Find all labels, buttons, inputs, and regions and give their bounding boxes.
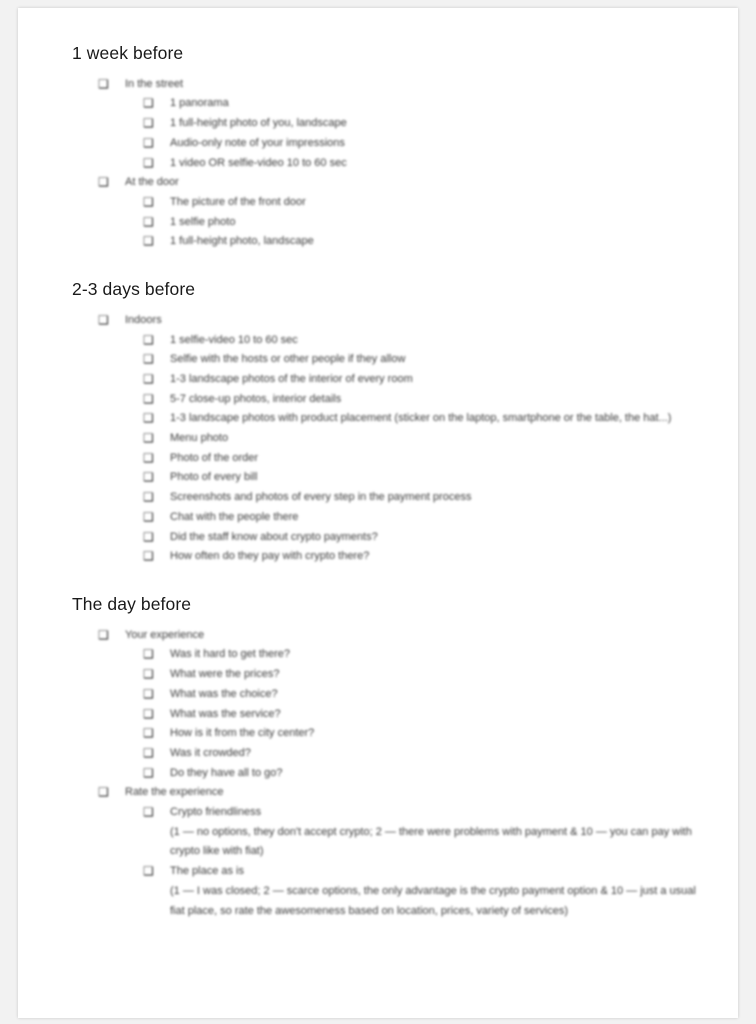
checklist-item-label: Menu photo	[170, 432, 229, 445]
checklist-item[interactable]	[143, 685, 696, 705]
checklist-item[interactable]	[143, 213, 696, 233]
checkbox-icon[interactable]: ❑	[143, 450, 154, 465]
checklist-item[interactable]	[143, 488, 696, 508]
checklist-item[interactable]	[98, 173, 696, 193]
checklist-item-label: Selfie with the hosts or other people if they allow	[170, 353, 406, 366]
rating-scale-note-list	[98, 882, 696, 921]
rating-scale-note-list	[98, 823, 696, 862]
checklist-item-label: Photo of every bill	[170, 471, 258, 484]
section-heading: 2-3 days before	[72, 279, 196, 300]
checkbox-icon[interactable]: ❑	[98, 312, 109, 327]
checklist-item[interactable]	[143, 803, 696, 823]
checkbox-icon[interactable]: ❑	[143, 745, 154, 760]
checkbox-icon[interactable]: ❑	[143, 529, 154, 544]
checkbox-icon[interactable]: ❑	[143, 864, 154, 879]
checklist-item-label: Screenshots and photos of every step in the payment process	[170, 491, 472, 504]
checklist-item[interactable]	[143, 528, 696, 548]
checklist-item-label: Crypto friendliness	[170, 806, 262, 819]
checklist-item[interactable]	[143, 134, 696, 154]
checklist-item[interactable]	[143, 764, 696, 784]
checkbox-icon[interactable]: ❑	[143, 155, 154, 170]
checklist-sublist-container	[98, 803, 696, 921]
checkbox-icon[interactable]: ❑	[143, 509, 154, 524]
checklist-item-label: 1 full-height photo, landscape	[170, 235, 314, 248]
checkbox-icon[interactable]: ❑	[143, 805, 154, 820]
checklist-item[interactable]	[143, 331, 696, 351]
checklist-item-label: Audio-only note of your impressions	[170, 136, 345, 149]
checklist-group-list	[72, 75, 696, 252]
checklist-item[interactable]	[143, 724, 696, 744]
section-1-week-before	[72, 42, 696, 252]
checklist-item-label: What was the service?	[170, 707, 281, 720]
checklist-item-label: 1 selfie-video 10 to 60 sec	[170, 333, 298, 346]
checklist-item-label: What were the prices?	[170, 668, 280, 681]
checkbox-icon[interactable]: ❑	[143, 470, 154, 485]
checkbox-icon[interactable]: ❑	[143, 765, 154, 780]
checkbox-icon[interactable]: ❑	[98, 785, 109, 800]
checklist-item-label: Rate the experience	[125, 786, 224, 799]
section-heading: The day before	[72, 593, 192, 614]
checkbox-icon[interactable]: ❑	[143, 214, 154, 229]
checkbox-icon[interactable]: ❑	[143, 135, 154, 150]
checklist-item[interactable]	[98, 75, 696, 95]
checklist-item-label: Your experience	[125, 628, 205, 641]
checkbox-icon[interactable]: ❑	[143, 96, 154, 111]
checklist-group-list	[72, 311, 696, 567]
checklist-item[interactable]	[143, 370, 696, 390]
checklist-item[interactable]	[98, 311, 696, 331]
checklist-item-label: Do they have all to go?	[170, 766, 283, 779]
checklist-item[interactable]	[143, 705, 696, 725]
checkbox-icon[interactable]: ❑	[143, 332, 154, 347]
checklist-item[interactable]	[143, 645, 696, 665]
checklist-sublist-container	[98, 645, 696, 783]
checklist-item[interactable]	[143, 409, 696, 429]
checklist-item-label: 5-7 close-up photos, interior details	[170, 392, 342, 405]
checklist-item[interactable]	[143, 449, 696, 469]
checklist-item-label: At the door	[125, 176, 179, 189]
checklist-item-label: Indoors	[125, 313, 162, 326]
checkbox-icon[interactable]: ❑	[143, 431, 154, 446]
checkbox-icon[interactable]: ❑	[143, 726, 154, 741]
checklist-sublist	[98, 94, 696, 173]
checklist-sublist-container	[98, 94, 696, 173]
checklist-item-label: 1 video OR selfie-video 10 to 60 sec	[170, 156, 347, 169]
checkbox-icon[interactable]: ❑	[143, 371, 154, 386]
checklist-item-label: 1 selfie photo	[170, 215, 236, 228]
checkbox-icon[interactable]: ❑	[143, 116, 154, 131]
checklist-item[interactable]	[98, 783, 696, 803]
checklist-item[interactable]	[143, 862, 696, 882]
checklist-sublist-container	[98, 193, 696, 252]
checklist-item[interactable]	[143, 468, 696, 488]
checkbox-icon[interactable]: ❑	[143, 706, 154, 721]
checklist-item-label: The picture of the front door	[170, 195, 306, 208]
document-page	[18, 8, 738, 1018]
section-the-day-before	[72, 593, 696, 921]
checklist-item[interactable]	[143, 390, 696, 410]
checklist-item-label: The place as is	[170, 865, 244, 878]
checklist-item[interactable]	[143, 114, 696, 134]
checkbox-icon[interactable]: ❑	[143, 667, 154, 682]
checklist-item-label: How is it from the city center?	[170, 727, 315, 740]
checkbox-icon[interactable]: ❑	[143, 686, 154, 701]
checkbox-icon[interactable]: ❑	[143, 391, 154, 406]
checklist-sublist	[98, 862, 696, 882]
checklist-item-label: Did the staff know about crypto payments?	[170, 530, 378, 543]
checkbox-icon[interactable]: ❑	[143, 352, 154, 367]
checklist-sublist	[98, 193, 696, 252]
checklist-item[interactable]	[143, 154, 696, 174]
checklist-item[interactable]	[143, 232, 696, 252]
checklist-item[interactable]	[143, 547, 696, 567]
rating-scale-note: (1 — I was closed; 2 — scarce options, the only advantage is the crypto payment option & 10 — just a usual fiat place, so rate the awesomeness based on location, prices, variety of services)	[170, 884, 696, 917]
checkbox-icon[interactable]: ❑	[98, 175, 109, 190]
checklist-item-label: 1-3 landscape photos of the interior of every room	[170, 372, 413, 385]
checklist-sublist	[98, 645, 696, 783]
checklist-item-label: What was the choice?	[170, 687, 278, 700]
checklist-sublist	[98, 803, 696, 823]
checklist-sublist-container	[98, 331, 696, 567]
checklist-item[interactable]	[143, 193, 696, 213]
checklist-item[interactable]	[143, 508, 696, 528]
checkbox-icon[interactable]: ❑	[143, 549, 154, 564]
checkbox-icon[interactable]: ❑	[98, 627, 109, 642]
checkbox-icon[interactable]: ❑	[143, 194, 154, 209]
checklist-item[interactable]	[143, 665, 696, 685]
checklist-item-label: 1 panorama	[170, 97, 229, 110]
checkbox-icon[interactable]: ❑	[98, 76, 109, 91]
rating-scale-note: (1 — no options, they don't accept crypto; 2 — there were problems with payment & 10 — you can pay with crypto like with fiat)	[170, 825, 692, 858]
checklist-item-label: Chat with the people there	[170, 510, 299, 523]
checkbox-icon[interactable]: ❑	[143, 411, 154, 426]
checklist-item[interactable]	[143, 744, 696, 764]
checklist-item-label: Was it crowded?	[170, 746, 251, 759]
checklist-item[interactable]	[143, 350, 696, 370]
section-2-3-days-before	[72, 278, 696, 567]
checkbox-icon[interactable]: ❑	[143, 490, 154, 505]
checklist-item-label: Was it hard to get there?	[170, 648, 291, 661]
checklist-item[interactable]	[98, 626, 696, 646]
checklist-item-label: 1-3 landscape photos with product placement (sticker on the laptop, smartphone or the table, the hat...)	[170, 412, 672, 425]
checklist-item-label: How often do they pay with crypto there?	[170, 550, 370, 563]
section-heading: 1 week before	[72, 43, 184, 63]
checklist-item[interactable]	[143, 94, 696, 114]
checklist-item-label: 1 full-height photo of you, landscape	[170, 117, 347, 130]
checklist-item-label: Photo of the order	[170, 451, 259, 464]
checklist-sublist	[98, 331, 696, 567]
checklist-group-list	[72, 626, 696, 922]
checklist-item-label: In the street	[125, 77, 184, 90]
checkbox-icon[interactable]: ❑	[143, 234, 154, 249]
checklist-item[interactable]	[143, 429, 696, 449]
checkbox-icon[interactable]: ❑	[143, 647, 154, 662]
